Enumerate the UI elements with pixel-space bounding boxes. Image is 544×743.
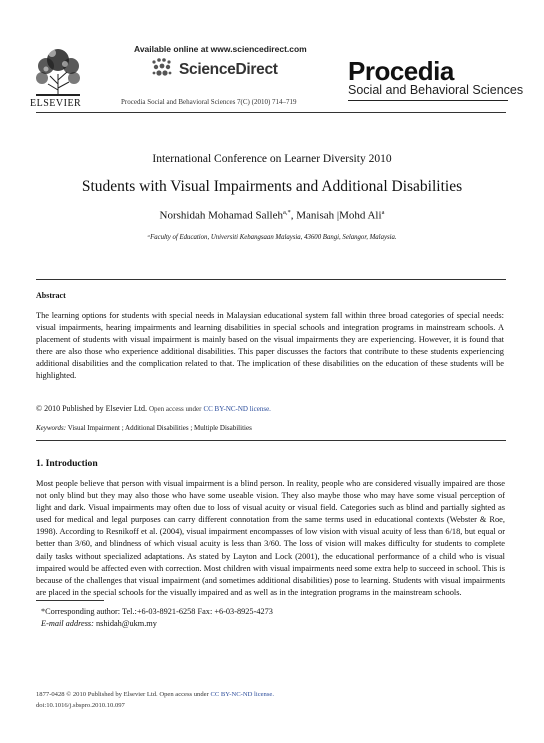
issn-line [36,691,274,698]
procedia-logo: Procedia [348,56,454,86]
procedia-subtitle: Social and Behavioral Sciences [348,83,524,97]
paper-title: Students with Visual Impairments and Additional Disabilities [81,178,463,195]
issn-text: 1877-0428 © 2010 Published by Elsevier Ltd. [36,691,158,698]
footnote-rule [36,600,104,601]
author-line [0,209,544,222]
abstract-heading: Abstract [36,291,66,300]
email-label: E-mail address: [41,619,94,628]
copyright-line [36,404,271,413]
license-link[interactable]: CC BY-NC-ND license. [210,691,274,698]
corresponding-author: *Corresponding author: Tel.:+6-03-8921-6258 Fax: +6-03-8925-4273 [41,607,273,616]
procedia-underline [348,100,508,101]
conference-name: International Conference on Learner Diversity 2010 [152,153,392,165]
affiliation: ᵃFaculty of Education, Universiti Kebangsaan Malaysia, 43600 Bangi, Selangor, Malaysia. [147,234,397,241]
open-access-text: Open access under [148,405,202,413]
license-link[interactable]: CC BY-NC-ND license. [203,405,271,413]
author-name: , Manisah |Mohd Ali [290,209,382,222]
intro-paragraph: Most people believe that person with visual impairment is a blind person. In reality, people who are considered visually impaired are those not only blind but they may also those who have some useable vision. They also maybe those who may have some visual perception of light and dark. Visual impairments may often due to loss of visual acuity or visual field. Categories such as blind and partially sighted as used for medical and legal purposes can carry different connotation from the same terms used in educational contexts (Webster & Roe, 1998). According to Resnikoff et al. (2004), visual impairment encompasses of low vision with visual acuity of less than 6/18, but equal or better than 3/60, and blindness of which visual acuity is less than 3/60. The loss of vision will makes difficulty for students to complete daily tasks without specialized adaptations. As stated by Layton and Lock (2001), the educational performance of a child who is visual impaired would be affected even with correction. Most children with visual impairments need some extra help to succeed in school. This is because of the challenges that visual impairment (and sometimes additional disabilities) pose to learning. Students with visual impairments are placed in the special schools for the visually impaired and as well as in the integration programs in the mainstream schools. [36,479,505,597]
journal-reference: Procedia Social and Behavioral Sciences 7(C) (2010) 714–719 [121,98,297,106]
available-online-link[interactable]: Available online at www.sciencedirect.com [134,44,307,54]
keywords-text: Visual Impairment ; Additional Disabilities ; Multiple Disabilities [67,424,252,432]
email-footnote [41,619,157,628]
header-rule [36,112,506,113]
keywords-line [36,424,252,432]
open-access-text: Open access under [159,691,209,698]
section-heading: 1. Introduction [36,458,98,469]
abstract-bottom-rule [36,440,506,441]
elsevier-wordmark: ELSEVIER [30,98,82,109]
keywords-label: Keywords: [36,424,67,432]
doi-line[interactable]: doi:10.1016/j.sbspro.2010.10.097 [36,702,125,709]
sciencedirect-logo: ScienceDirect [179,61,278,78]
sciencedirect-dots-icon [150,56,174,80]
abstract-top-rule [36,279,506,280]
email-address[interactable]: nshidah@ukm.my [96,619,157,628]
author-name: Norshidah Mohamad Salleh [159,209,283,222]
author-affil-marker: a [381,209,385,216]
author-affil-marker: a,* [282,209,291,216]
abstract-text: The learning options for students with special needs in Malaysian educational system fall within three broad categories of special needs: visual impairments, hearing impairments and learning disabilities in special schools and integration programs in mainstream schools. A placement of students with visual impairment is mainly based on the visual impairments they are experiencing. However, it is found that there are also those who experience additional disabilities. This paper discusses the factors that contribute to these students experiencing additional disabilities and the complication related to that. The implication of these disabilities on the education of these students will be highlighted. [36,311,504,381]
elsevier-tree-logo [30,44,86,106]
copyright-text: © 2010 Published by Elsevier Ltd. [36,404,147,413]
